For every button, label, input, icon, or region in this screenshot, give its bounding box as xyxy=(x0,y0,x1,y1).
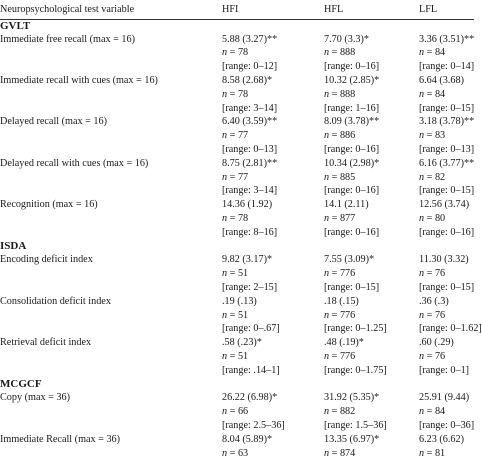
mean-sd-value: 8.04 (5.89)* xyxy=(222,433,273,445)
mean-sd-value: 31.92 (5.35)* xyxy=(324,392,380,404)
n-symbol: n xyxy=(419,212,425,224)
n-symbol: n xyxy=(419,309,425,321)
sample-size: n = 51 xyxy=(222,268,249,280)
mean-sd-value: 14.1 (2.11) xyxy=(324,199,369,211)
table-row xyxy=(0,74,474,88)
sample-size: n = 84 xyxy=(419,47,446,59)
sample-size: n = 77 xyxy=(222,171,249,183)
n-symbol: n xyxy=(324,309,330,321)
n-value: 51 xyxy=(237,268,249,280)
sample-size: n = 888 xyxy=(324,47,356,59)
mean-sd-value: 13.35 (6.97)* xyxy=(324,433,380,445)
mean-sd-value: 12.56 (3.74) xyxy=(419,199,470,211)
range-value: [range: .14–1] xyxy=(222,364,280,376)
n-symbol: n xyxy=(419,447,425,459)
section-row xyxy=(0,240,474,254)
empty-cell xyxy=(0,405,222,419)
sample-size: n = 83 xyxy=(419,130,446,142)
n-symbol: n xyxy=(324,88,330,100)
table-row xyxy=(0,419,474,433)
variable-label: Delayed recall with cues (max = 16) xyxy=(0,157,149,169)
empty-cell xyxy=(0,185,222,199)
empty-cell xyxy=(0,447,222,461)
n-symbol: n xyxy=(419,47,425,59)
section-row xyxy=(0,19,474,33)
empty-cell xyxy=(0,60,222,74)
table-row xyxy=(0,267,474,281)
sample-size: n = 78 xyxy=(222,47,249,59)
range-value: [range: 0–36] xyxy=(419,419,475,431)
mean-sd-value: 7.55 (3.09)* xyxy=(324,254,375,266)
group-hfi-header: HFI xyxy=(222,0,324,19)
empty-cell xyxy=(0,88,222,102)
sample-size: n = 76 xyxy=(419,309,446,321)
table-row xyxy=(0,157,474,171)
range-value: [range: 0–15] xyxy=(419,102,475,114)
mean-sd-value: 3.36 (3.51)** xyxy=(419,33,475,45)
n-value: 80 xyxy=(434,212,446,224)
section-heading: MCGCF xyxy=(0,378,42,391)
table-row xyxy=(0,47,474,61)
table-row xyxy=(0,309,474,323)
empty-cell xyxy=(0,419,222,433)
sample-size: n = 63 xyxy=(222,447,249,459)
sample-size: n = 66 xyxy=(222,406,249,418)
n-value: 78 xyxy=(237,88,249,100)
mean-sd-value: 8.58 (2.68)* xyxy=(222,74,273,86)
empty-cell xyxy=(0,143,222,157)
mean-sd-value: .36 (.3) xyxy=(419,295,449,307)
table-row xyxy=(0,129,474,143)
variable-label: Copy (max = 36) xyxy=(0,392,70,404)
table-row xyxy=(0,88,474,102)
mean-sd-value: .58 (.23)* xyxy=(222,337,262,349)
n-value: 78 xyxy=(237,212,249,224)
range-value: [range: 0–15] xyxy=(324,281,380,293)
mean-sd-value: 6.16 (3.77)** xyxy=(419,157,475,169)
empty-cell xyxy=(0,364,222,378)
mean-sd-value: 9.82 (3.17)* xyxy=(222,254,273,266)
range-value: [range: 0–15] xyxy=(419,185,475,197)
n-value: 78 xyxy=(237,47,249,59)
n-symbol: n xyxy=(222,406,228,418)
table-row xyxy=(0,102,474,116)
range-value: [range: 2–15] xyxy=(222,281,278,293)
n-value: 885 xyxy=(339,171,356,183)
table-row xyxy=(0,185,474,199)
n-symbol: n xyxy=(222,212,228,224)
n-value: 51 xyxy=(237,350,249,362)
n-value: 776 xyxy=(339,309,356,321)
sample-size: n = 776 xyxy=(324,350,356,362)
sample-size: n = 886 xyxy=(324,130,356,142)
n-value: 776 xyxy=(339,268,356,280)
sample-size: n = 76 xyxy=(419,268,446,280)
range-value: [range: 3–14] xyxy=(222,102,278,114)
empty-cell xyxy=(0,47,222,61)
sample-size: n = 78 xyxy=(222,88,249,100)
variable-label: Delayed recall (max = 16) xyxy=(0,116,108,128)
table-row xyxy=(0,433,474,447)
sample-size: n = 84 xyxy=(419,406,446,418)
variable-label: Encoding deficit index xyxy=(0,254,93,266)
range-value: [range: 3–14] xyxy=(222,185,278,197)
n-value: 84 xyxy=(434,47,446,59)
mean-sd-value: .60 (.29) xyxy=(419,337,454,349)
header-row xyxy=(0,0,474,19)
n-value: 81 xyxy=(434,447,446,459)
mean-sd-value: 6.40 (3.59)** xyxy=(222,116,278,128)
variable-label: Recognition (max = 16) xyxy=(0,199,98,211)
n-value: 76 xyxy=(434,350,446,362)
empty-cell xyxy=(0,267,222,281)
table-row xyxy=(0,33,474,47)
empty-cell xyxy=(0,323,222,337)
n-symbol: n xyxy=(222,171,228,183)
empty-cell xyxy=(0,226,222,240)
n-symbol: n xyxy=(222,47,228,59)
range-value: [range: 1.5–36] xyxy=(324,419,387,431)
n-symbol: n xyxy=(419,268,425,280)
sample-size: n = 874 xyxy=(324,447,356,459)
n-symbol: n xyxy=(222,447,228,459)
table-row xyxy=(0,254,474,268)
mean-sd-value: 25.91 (9.44) xyxy=(419,392,470,404)
n-value: 66 xyxy=(237,406,249,418)
table-row xyxy=(0,405,474,419)
table-row xyxy=(0,336,474,350)
n-symbol: n xyxy=(324,171,330,183)
mean-sd-value: 11.30 (3.32) xyxy=(419,254,469,266)
empty-cell xyxy=(0,350,222,364)
n-symbol: n xyxy=(324,447,330,459)
n-symbol: n xyxy=(419,88,425,100)
table-row xyxy=(0,171,474,185)
sample-size: n = 885 xyxy=(324,171,356,183)
sample-size: n = 877 xyxy=(324,212,356,224)
table-body xyxy=(0,19,482,461)
table-row xyxy=(0,226,474,240)
n-value: 63 xyxy=(237,447,249,459)
n-symbol: n xyxy=(222,309,228,321)
range-value: [range: 0–16] xyxy=(324,143,380,155)
range-value: [range: 0–14] xyxy=(419,61,475,73)
n-symbol: n xyxy=(419,130,425,142)
mean-sd-value: 10.32 (2.85)* xyxy=(324,74,380,86)
n-symbol: n xyxy=(324,212,330,224)
sample-size: n = 84 xyxy=(419,88,446,100)
range-value: [range: 0–12] xyxy=(222,61,278,73)
n-symbol: n xyxy=(222,88,228,100)
n-symbol: n xyxy=(419,350,425,362)
group-lfl-header: LFL xyxy=(419,0,474,19)
sample-size: n = 776 xyxy=(324,268,356,280)
range-value: [range: 0–16] xyxy=(324,185,380,197)
sample-size: n = 882 xyxy=(324,406,356,418)
sample-size: n = 77 xyxy=(222,130,249,142)
sample-size: n = 80 xyxy=(419,212,446,224)
variable-label: Immediate free recall (max = 16) xyxy=(0,33,135,45)
table-row xyxy=(0,364,474,378)
n-symbol: n xyxy=(324,47,330,59)
range-value: [range: 1–16] xyxy=(324,102,380,114)
sample-size: n = 82 xyxy=(419,171,446,183)
mean-sd-value: 8.09 (3.78)** xyxy=(324,116,380,128)
mean-sd-value: 6.64 (3.68) xyxy=(419,74,464,86)
n-value: 51 xyxy=(237,309,249,321)
variable-label: Consolidation deficit index xyxy=(0,295,111,307)
n-symbol: n xyxy=(222,268,228,280)
empty-cell xyxy=(0,102,222,116)
n-value: 83 xyxy=(434,130,446,142)
range-value: [range: 0–13] xyxy=(419,143,475,155)
range-value: [range: 0–16] xyxy=(324,61,380,73)
n-value: 886 xyxy=(339,130,356,142)
sample-size: n = 76 xyxy=(419,350,446,362)
n-value: 82 xyxy=(434,171,446,183)
n-value: 877 xyxy=(339,212,356,224)
table-row xyxy=(0,143,474,157)
range-value: [range: 0–1.75] xyxy=(324,364,387,376)
empty-cell xyxy=(0,212,222,226)
variable-label: Retrieval deficit index xyxy=(0,337,92,349)
n-symbol: n xyxy=(419,171,425,183)
mean-sd-value: 5.88 (3.27)** xyxy=(222,33,278,45)
n-symbol: n xyxy=(324,350,330,362)
n-symbol: n xyxy=(324,268,330,280)
n-symbol: n xyxy=(222,130,228,142)
mean-sd-value: .48 (.19)* xyxy=(324,337,364,349)
range-value: [range: 0–16] xyxy=(324,226,380,238)
n-value: 888 xyxy=(339,88,356,100)
n-value: 84 xyxy=(434,406,446,418)
range-value: [range: 8–16] xyxy=(222,226,278,238)
table-row xyxy=(0,60,474,74)
n-value: 776 xyxy=(339,350,356,362)
mean-sd-value: 8.75 (2.81)** xyxy=(222,157,278,169)
range-value: [range: 0–15] xyxy=(419,281,475,293)
variable-label: Immediate recall with cues (max = 16) xyxy=(0,74,158,86)
n-value: 882 xyxy=(339,406,356,418)
section-row xyxy=(0,378,474,392)
sample-size: n = 888 xyxy=(324,88,356,100)
table-row xyxy=(0,392,474,406)
n-value: 76 xyxy=(434,268,446,280)
table-row xyxy=(0,281,474,295)
range-value: [range: 0–16] xyxy=(419,226,475,238)
group-hfl-header: HFL xyxy=(324,0,419,19)
mean-sd-value: .19 (.13) xyxy=(222,295,257,307)
mean-sd-value: 7.70 (3.3)* xyxy=(324,33,369,45)
table-row xyxy=(0,295,474,309)
range-value: [range: 0–1.62] xyxy=(419,323,482,335)
sample-size: n = 51 xyxy=(222,309,249,321)
range-value: [range: 2.5–36] xyxy=(222,419,285,431)
mean-sd-value: 14.36 (1.92) xyxy=(222,199,273,211)
n-value: 84 xyxy=(434,88,446,100)
table-row xyxy=(0,198,474,212)
n-value: 874 xyxy=(339,447,356,459)
variable-label: Immediate Recall (max = 36) xyxy=(0,433,121,445)
table-row xyxy=(0,323,474,337)
mean-sd-value: 3.18 (3.78)** xyxy=(419,116,475,128)
section-heading: GVLT xyxy=(0,19,31,32)
n-symbol: n xyxy=(419,406,425,418)
n-symbol: n xyxy=(324,130,330,142)
sample-size: n = 51 xyxy=(222,350,249,362)
empty-cell xyxy=(0,281,222,295)
n-symbol: n xyxy=(324,406,330,418)
sample-size: n = 81 xyxy=(419,447,446,459)
table-row xyxy=(0,350,474,364)
mean-sd-value: 26.22 (6.98)* xyxy=(222,392,278,404)
range-value: [range: 0–.67] xyxy=(222,323,280,335)
table-row xyxy=(0,116,474,130)
mean-sd-value: 10.34 (2.98)* xyxy=(324,157,380,169)
mean-sd-value: .18 (.15) xyxy=(324,295,359,307)
range-value: [range: 0–13] xyxy=(222,143,278,155)
mean-sd-value: 6.23 (6.62) xyxy=(419,433,464,445)
sample-size: n = 78 xyxy=(222,212,249,224)
n-value: 76 xyxy=(434,309,446,321)
range-value: [range: 0–1] xyxy=(419,364,470,376)
n-value: 77 xyxy=(237,171,249,183)
sample-size: n = 776 xyxy=(324,309,356,321)
empty-cell xyxy=(0,129,222,143)
empty-cell xyxy=(0,309,222,323)
n-symbol: n xyxy=(222,350,228,362)
empty-cell xyxy=(0,171,222,185)
table-row xyxy=(0,447,474,461)
section-heading: ISDA xyxy=(0,240,27,253)
n-value: 888 xyxy=(339,47,356,59)
range-value: [range: 0–1.25] xyxy=(324,323,387,335)
variable-column-header: Neuropsychological test variable xyxy=(0,0,222,19)
table-row xyxy=(0,212,474,226)
n-value: 77 xyxy=(237,130,249,142)
